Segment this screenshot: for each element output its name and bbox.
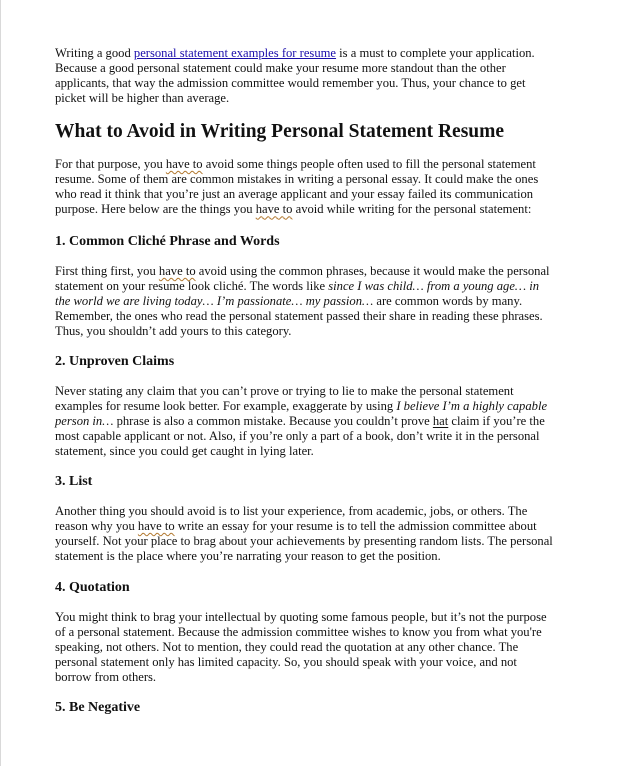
- section-heading-list: 3. List: [55, 474, 93, 489]
- section-heading-be-negative: 5. Be Negative: [55, 700, 141, 715]
- underlined-word: hat: [432, 414, 449, 429]
- section-paragraph-quotation: You might think to brag your intellectual by quoting some famous people, but it’s not the purpose of a personal statement. Because the admission committee wishes to know you from what you're speaking, not others. Not to mention, they could read the quotation at any other chance. The personal statement only has limited capacity. So, you should speak with your voice, and not borrow from others.: [55, 610, 547, 685]
- section-paragraph-cliche: First thing first, you have to avoid using the common phrases, because it would make the personal statement on your resume look cliché. The words like since I was child… from a young age… in the world we are living today… I’m passionate… my passion… are common words by many. Remember, the ones who read the personal statement passed their share in reading these phrases. Thus, you shouldn’t add yours to this category.: [55, 264, 550, 339]
- main-heading: What to Avoid in Writing Personal Statement Resume: [55, 121, 505, 142]
- grammar-flag[interactable]: have to: [158, 264, 196, 278]
- section-paragraph-unproven-claims: Never stating any claim that you can’t prove or trying to lie to make the personal statement examples for resume look better. For example, exaggerate by using I believe I’m a highly capable person in… phrase is also a common mistake. Because you couldn’t prove hat claim if you’re the most capable applicant or not. Also, if you’re only a part of a book, don’t write it in the personal statement, since you could get caught in lying later.: [55, 384, 548, 459]
- overview-paragraph: For that purpose, you have to avoid some things people often used to fill the personal statement resume. Some of them are common mistakes in writing a personal essay. It could make the ones who read it think that you’re just an average applicant and your essay failed its communication purpose. Here below are the things you have to avoid while writing for the personal statement:: [55, 157, 539, 217]
- grammar-flag[interactable]: have to: [255, 202, 293, 217]
- section-heading-unproven-claims: 2. Unproven Claims: [55, 354, 175, 369]
- section-heading-cliche: 1. Common Cliché Phrase and Words: [55, 234, 280, 249]
- grammar-flag[interactable]: have to: [137, 519, 175, 534]
- grammar-flag[interactable]: have to: [165, 157, 203, 171]
- section-heading-quotation: 4. Quotation: [55, 580, 130, 595]
- section-paragraph-list: Another thing you should avoid is to list your experience, from academic, jobs, or others. The reason why you have to write an essay for your resume is to tell the admission committee about yourself. Not your place to brag about your achievements by presenting random lists. The personal statement is the place where you’re narrating your reason to get the position.: [55, 504, 553, 564]
- intro-paragraph: Writing a good personal statement examples for resume is a must to complete your application. Because a good personal statement could make your resume more standout than the other applicants, that way the admission committee would remember you. Thus, your chance to get picket will be higher than average.: [55, 46, 535, 106]
- personal-statement-link[interactable]: personal statement examples for resume: [133, 46, 337, 60]
